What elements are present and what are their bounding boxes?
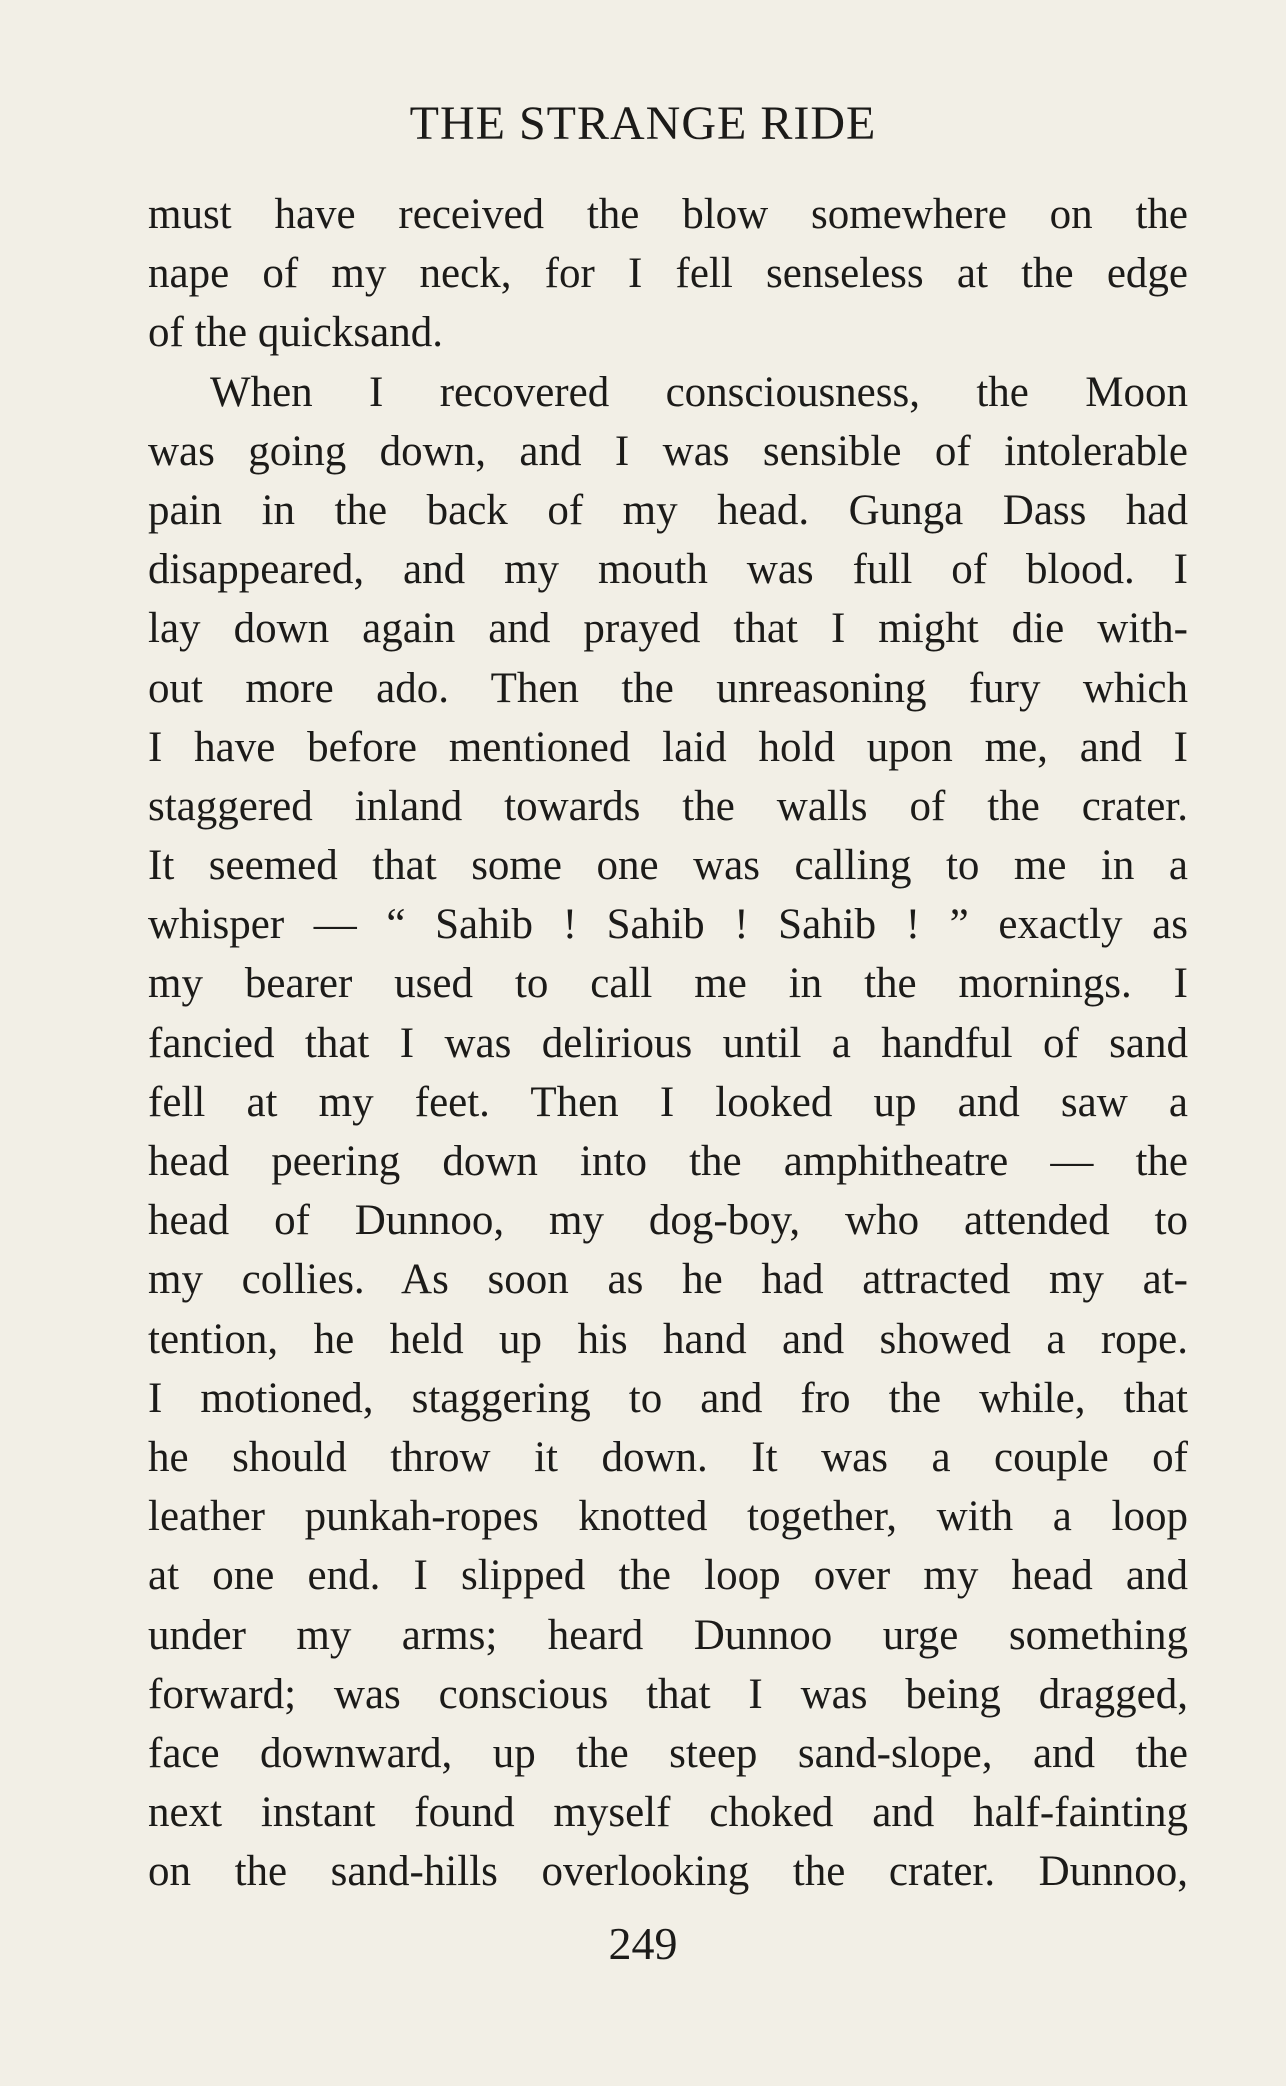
- body-text: [148, 185, 1188, 1901]
- text-line: head peering down into the amphitheatre — the: [148, 1138, 1188, 1185]
- text-line: pain in the back of my head. Gunga Dass had: [148, 486, 1188, 534]
- text-line: on the sand-hills overlooking the crater. Dunnoo,: [148, 1848, 1188, 1896]
- text-line: tention, he held up his hand and showed a rope.: [148, 1315, 1188, 1363]
- text-line: fancied that I was delirious until a handful of sand: [148, 1019, 1188, 1067]
- text-line: of the quicksand.: [148, 309, 443, 357]
- text-line: It seemed that some one was calling to me in a: [148, 842, 1188, 890]
- text-line: I have before mentioned laid hold upon me, and I: [148, 723, 1188, 771]
- text-line: fell at my feet. Then I looked up and saw a: [148, 1078, 1188, 1126]
- text-line: under my arms; heard Dunnoo urge something: [148, 1611, 1188, 1659]
- text-line: he should throw it down. It was a couple of: [148, 1433, 1188, 1481]
- text-line: staggered inland towards the walls of the crater.: [148, 782, 1188, 830]
- page-number: 249: [608, 1918, 678, 1969]
- text-line: out more ado. Then the unreasoning fury which: [148, 664, 1188, 712]
- text-line: must have received the blow somewhere on the: [148, 191, 1188, 238]
- text-line: whisper — “ Sahib ! Sahib ! Sahib ! ” exactly as: [148, 901, 1188, 949]
- text-line: was going down, and I was sensible of intolerable: [148, 427, 1188, 475]
- text-line: forward; was conscious that I was being dragged,: [148, 1670, 1188, 1718]
- paragraph-first-line: When I recovered consciousness, the Moon: [210, 368, 1188, 416]
- text-line: next instant found myself choked and half-fainting: [148, 1789, 1188, 1837]
- text-line: leather punkah-ropes knotted together, with a loop: [148, 1493, 1188, 1541]
- text-line: head of Dunnoo, my dog-boy, who attended to: [148, 1197, 1188, 1245]
- text-line: my bearer used to call me in the mornings. I: [148, 960, 1188, 1008]
- running-head: THE STRANGE RIDE: [409, 97, 877, 150]
- text-line: my collies. As soon as he had attracted my at-: [148, 1256, 1188, 1304]
- text-line: I motioned, staggering to and fro the while, that: [148, 1374, 1188, 1422]
- text-line: face downward, up the steep sand-slope, and the: [148, 1729, 1188, 1777]
- text-line: nape of my neck, for I fell senseless at the edge: [148, 250, 1188, 298]
- text-line: lay down again and prayed that I might die with-: [148, 605, 1188, 653]
- text-line: disappeared, and my mouth was full of blood. I: [148, 546, 1188, 594]
- text-line: at one end. I slipped the loop over my head and: [148, 1552, 1188, 1600]
